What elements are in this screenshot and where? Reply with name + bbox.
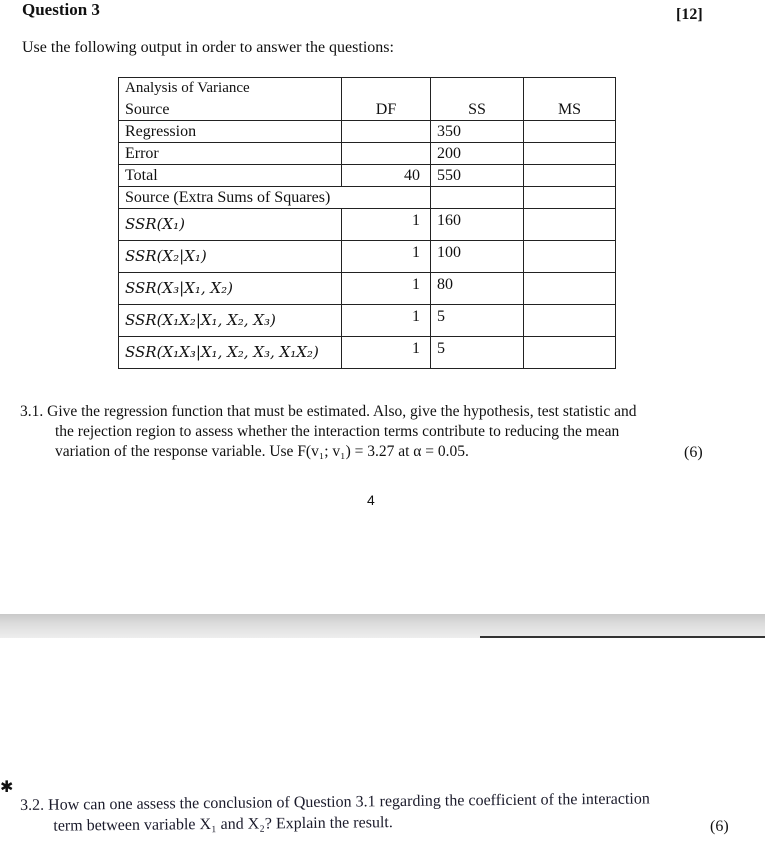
table-row bbox=[119, 121, 616, 143]
q32-line2: term between variable X₁ and X₂? Explain the result. bbox=[53, 814, 393, 835]
row-ss: 5 bbox=[431, 305, 524, 337]
extra-ss-header-row bbox=[119, 187, 616, 209]
table-row bbox=[119, 337, 616, 369]
question-title: Question 3 bbox=[22, 0, 100, 19]
row-df: 1 bbox=[342, 337, 431, 369]
q32-marks: (6) bbox=[710, 818, 729, 835]
question-marks: [12] bbox=[676, 6, 703, 23]
header-ms: MS bbox=[524, 99, 616, 121]
row-df: 1 bbox=[342, 209, 431, 241]
page-divider bbox=[0, 614, 765, 638]
table-row bbox=[119, 305, 616, 337]
table-row bbox=[119, 241, 616, 273]
q32-number: 3.2. bbox=[20, 796, 45, 814]
row-ms bbox=[524, 165, 616, 187]
header-ss: SS bbox=[431, 99, 524, 121]
page-number: 4 bbox=[367, 492, 375, 508]
row-ms bbox=[524, 143, 616, 165]
q31-line3: variation of the response variable. Use F(v₁; v₁) = 3.27 at α = 0.05. bbox=[55, 443, 469, 460]
header-df: DF bbox=[342, 99, 431, 121]
table-caption: Analysis of Variance bbox=[119, 78, 342, 100]
anova-table bbox=[118, 77, 616, 369]
row-df: 1 bbox=[342, 241, 431, 273]
star-mark-icon: ✱ bbox=[0, 779, 14, 796]
row-ss: 100 bbox=[431, 241, 524, 273]
row-source: SSR(X₁X₃|X₁, X₂, X₃, X₁X₂) bbox=[119, 337, 342, 369]
q31-marks: (6) bbox=[684, 444, 703, 461]
row-ss: 350 bbox=[431, 121, 524, 143]
row-df: 40 bbox=[342, 165, 431, 187]
row-ss: 80 bbox=[431, 273, 524, 305]
row-source: SSR(X₁X₂|X₁, X₂, X₃) bbox=[119, 305, 342, 337]
row-source: Total bbox=[119, 165, 342, 187]
row-source: SSR(X₁) bbox=[119, 209, 342, 241]
row-df: 1 bbox=[342, 305, 431, 337]
table-header-row bbox=[119, 99, 616, 121]
table-row bbox=[119, 165, 616, 187]
table-caption-row bbox=[119, 78, 616, 100]
table-row bbox=[119, 209, 616, 241]
row-ss: 550 bbox=[431, 165, 524, 187]
row-source: Regression bbox=[119, 121, 342, 143]
row-ss: 200 bbox=[431, 143, 524, 165]
table-row bbox=[119, 143, 616, 165]
q31-line1: Give the regression function that must be estimated. Also, give the hypothesis, test statistic and bbox=[47, 403, 637, 420]
row-df bbox=[342, 143, 431, 165]
row-source: SSR(X₃|X₁, X₂) bbox=[119, 273, 342, 305]
page-edge-line bbox=[480, 636, 765, 638]
row-df: 1 bbox=[342, 273, 431, 305]
row-ss: 160 bbox=[431, 209, 524, 241]
question-3-2 bbox=[20, 787, 740, 837]
row-source: SSR(X₂|X₁) bbox=[119, 241, 342, 273]
row-df bbox=[342, 121, 431, 143]
q31-number: 3.1. bbox=[20, 403, 44, 420]
q32-line1: How can one assess the conclusion of Question 3.1 regarding the coefficient of the interaction bbox=[48, 790, 650, 814]
row-ss: 5 bbox=[431, 337, 524, 369]
question-intro: Use the following output in order to answer the questions: bbox=[22, 39, 394, 56]
q31-line2: the rejection region to assess whether the interaction terms contribute to reducing the mean bbox=[55, 423, 620, 440]
row-ms bbox=[524, 121, 616, 143]
extra-ss-header: Source (Extra Sums of Squares) bbox=[119, 187, 431, 209]
row-source: Error bbox=[119, 143, 342, 165]
table-row bbox=[119, 273, 616, 305]
header-source: Source bbox=[119, 99, 342, 121]
question-3-1 bbox=[20, 402, 720, 462]
